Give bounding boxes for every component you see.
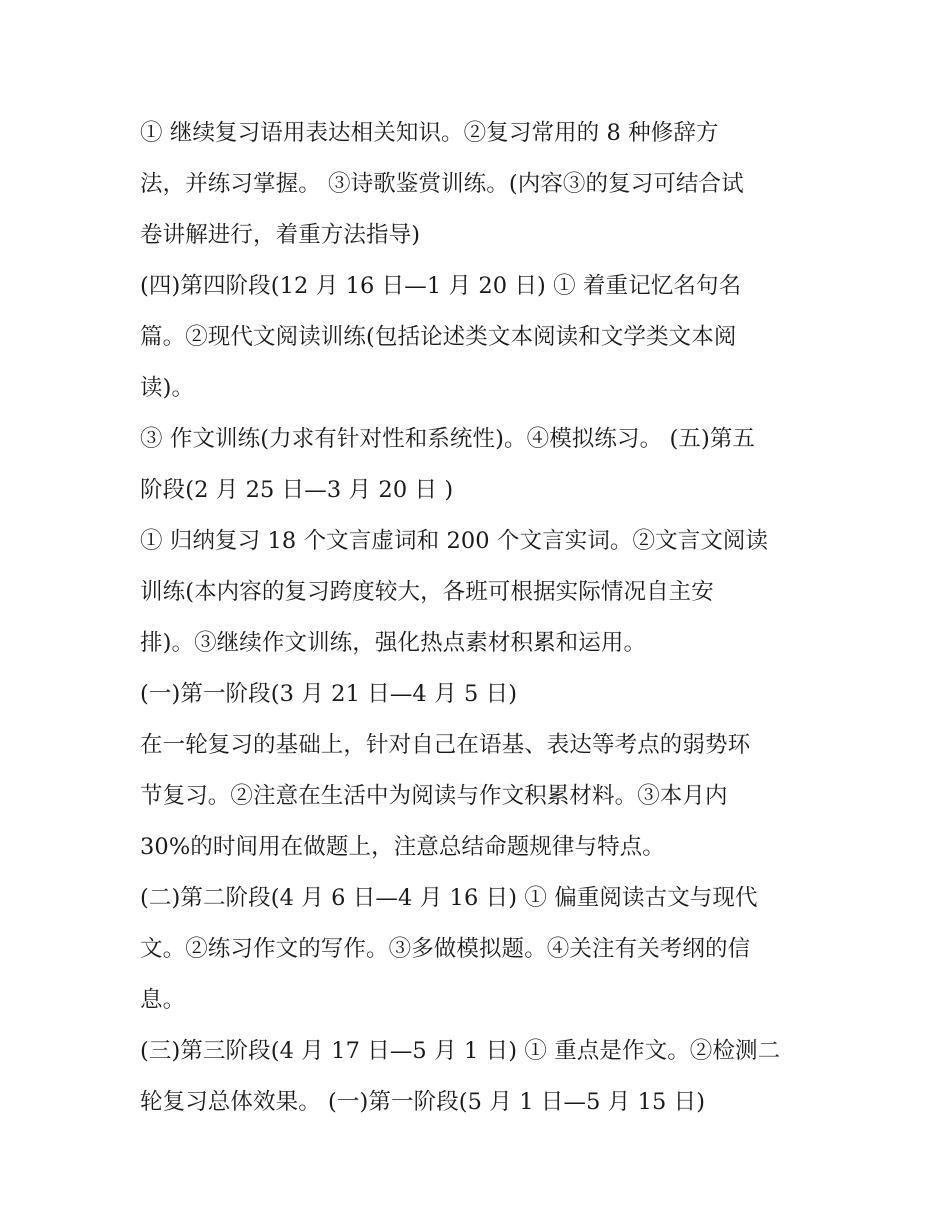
text-line: 阶段(2 月 25 日—3 月 20 日 ) [140,477,454,503]
text-line: 篇。②现代文阅读训练(包括论述类文本阅读和文学类文本阅 [140,324,737,350]
text-line: (三)第三阶段(4 月 17 日—5 月 1 日) ① 重点是作文。②检测二 [140,1038,781,1064]
text-line: 读)。 [140,375,195,401]
text-line: ③ 作文训练(力求有针对性和系统性)。④模拟练习。 (五)第五 [140,426,756,452]
text-line: 法，并练习掌握。 ③诗歌鉴赏训练。(内容③的复习可结合试 [140,171,744,197]
text-line: 卷讲解进行，着重方法指导) [140,222,421,248]
text-line: 轮复习总体效果。 (一)第一阶段(5 月 1 日—5 月 15 日) [140,1089,706,1115]
text-line: 文。②练习作文的写作。③多做模拟题。④关注有关考纲的信 [140,936,751,962]
text-line: (一)第一阶段(3 月 21 日—4 月 5 日) [140,681,518,707]
text-line: 在一轮复习的基础上，针对自己在语基、表达等考点的弱势环 [140,732,751,758]
text-line: ① 归纳复习 18 个文言虚词和 200 个文言实词。②文言文阅读 [140,528,769,554]
text-line: 30%的时间用在做题上，注意总结命题规律与特点。 [140,834,665,860]
text-line: ① 继续复习语用表达相关知识。②复习常用的 8 种修辞方 [140,120,719,146]
text-line: (四)第四阶段(12 月 16 日—1 月 20 日) ① 着重记忆名句名 [140,273,742,299]
text-line: 节复习。②注意在生活中为阅读与作文积累材料。③本月内 [140,783,728,809]
text-line: (二)第二阶段(4 月 6 日—4 月 16 日) ① 偏重阅读古文与现代 [140,885,758,911]
text-line: 息。 [140,987,186,1013]
text-line: 排)。③继续作文训练，强化热点素材积累和运用。 [140,630,647,656]
document-body [140,108,840,1128]
text-line: 训练(本内容的复习跨度较大，各班可根据实际情况自主安 [140,579,714,605]
